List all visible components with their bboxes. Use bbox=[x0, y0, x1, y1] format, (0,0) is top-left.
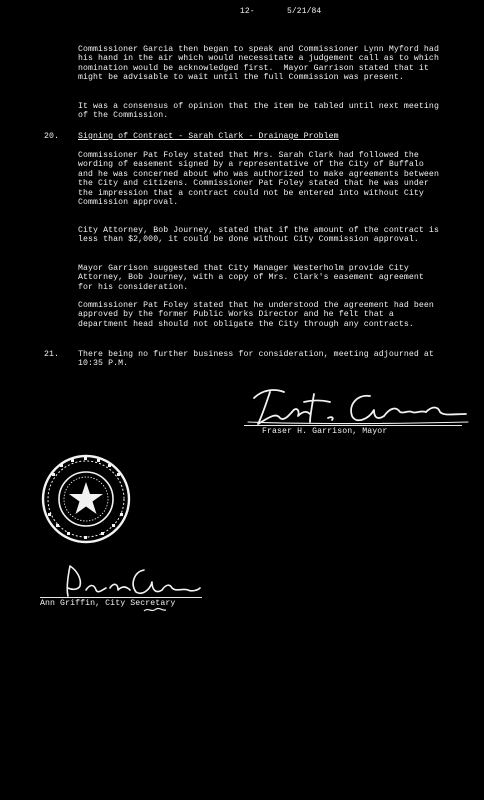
paragraph-foley-agreement: Commissioner Pat Foley stated that he understood the agreement had been approved by the former Public Works Director and he felt that a department head should not obligate the City through any contracts. bbox=[78, 301, 439, 329]
paragraph-nomination: Commissioner Garcia then began to speak and Commissioner Lynn Myford had his hand in the air which would necessitate a judgement call as to which nomination would be acknowledged first. Mayor Garrison stated that it might be advisable to wait until the full Commission was present. bbox=[78, 45, 444, 83]
secretary-name: Ann Griffin, City Secretary bbox=[40, 599, 176, 608]
city-seal-icon bbox=[40, 453, 132, 545]
item-heading-text: Signing of Contract - Sarah Clark - Drainage Problem bbox=[78, 132, 339, 141]
page-date: 5/21/84 bbox=[287, 7, 322, 16]
paragraph-foley-concern: Commissioner Pat Foley stated that Mrs. Sarah Clark had followed the wording of easement signed by a representative of the City of Buffalo and he was concerned about who was authorized to make agreements between the City and citizens. Commissioner Pat Foley stated that he was under the impression that a contract could not be entered into without City Commission approval. bbox=[78, 151, 444, 208]
page-number: 12- bbox=[240, 7, 255, 16]
secretary-signature-line bbox=[40, 597, 202, 598]
paragraph-mayor-suggestion: Mayor Garrison suggested that City Manager Westerholm provide City Attorney, Bob Journey, with a copy of Mrs. Clark's easement agreement for his consideration. bbox=[78, 264, 429, 292]
mayor-signature-line bbox=[244, 425, 462, 426]
paragraph-attorney: City Attorney, Bob Journey, stated that if the amount of the contract is less than $2,000, it could be done without City Commission approval. bbox=[78, 226, 444, 245]
mayor-signature bbox=[240, 384, 470, 430]
stray-mark-icon bbox=[140, 605, 170, 615]
item-number-20: 20. bbox=[44, 132, 60, 141]
item-heading-20 bbox=[78, 132, 440, 141]
paragraph-adjourned: There being no further business for consideration, meeting adjourned at 10:35 P.M. bbox=[78, 350, 439, 369]
mayor-name: Fraser H. Garrison, Mayor bbox=[262, 427, 388, 436]
paragraph-tabled: It was a consensus of opinion that the item be tabled until next meeting of the Commission. bbox=[78, 102, 444, 121]
item-number-21: 21. bbox=[44, 350, 60, 359]
